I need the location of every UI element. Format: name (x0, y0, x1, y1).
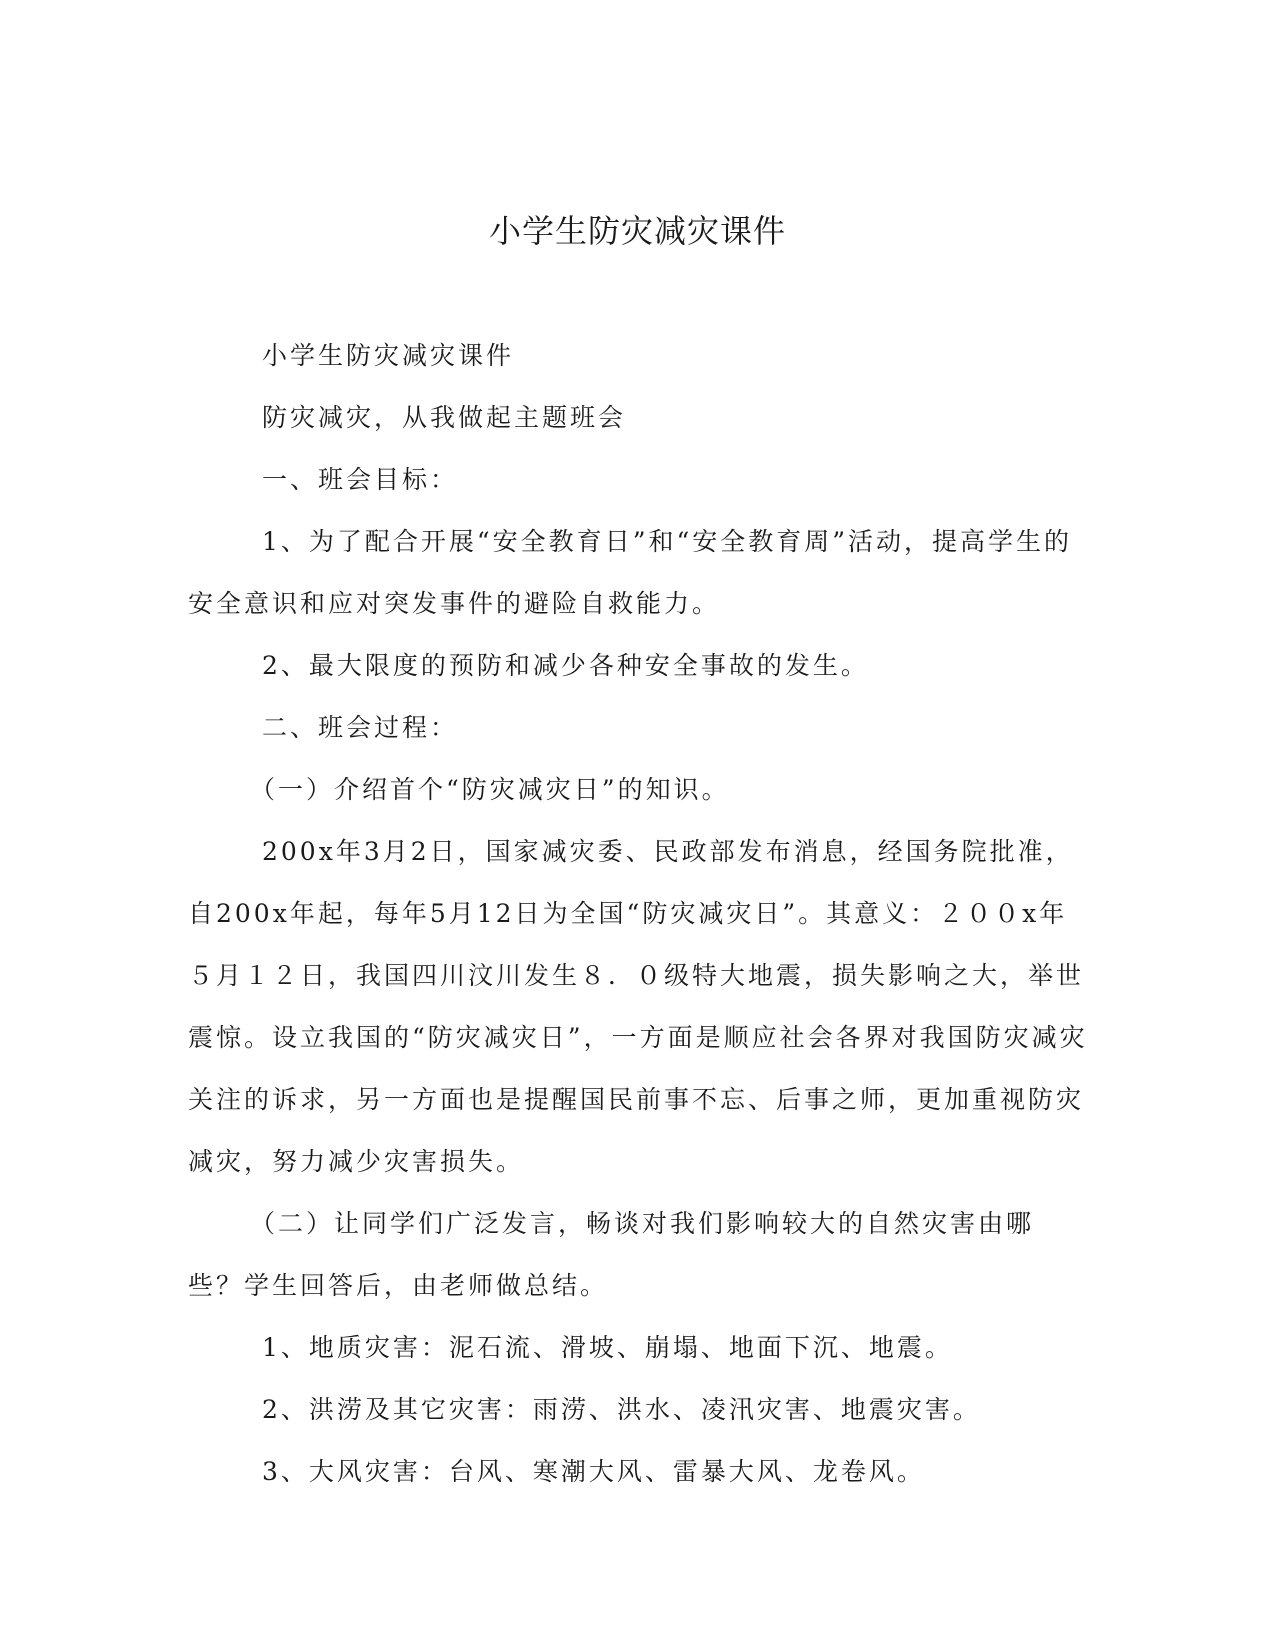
paragraph-disaster-day: 200x年3月2日，国家减灾委、民政部发布消息，经国务院批准，自200x年起，每年5月12日为全国“防灾减灾日”。其意义：２００x年５月１２日，我国四川汶川发生８．０级特大地震，损失影响之大，举世震惊。设立我国的“防灾减灾日”，一方面是顺应社会各界对我国防灾减灾关注的诉求，另一方面也是提醒国民前事不忘、后事之师，更加重视防灾减灾，努力减少灾害损失。 (188, 837, 1088, 1176)
paragraph-subtitle: 小学生防灾减灾课件 (262, 341, 515, 370)
document-body (188, 325, 1088, 1503)
paragraph-flood: 2、洪涝及其它灾害：雨涝、洪水、凌汛灾害、地震灾害。 (262, 1395, 981, 1424)
document-title: 小学生防灾减灾课件 (488, 212, 786, 250)
paragraph-goal-2: 2、最大限度的预防和减少各种安全事故的发生。 (262, 651, 869, 680)
paragraph-theme: 防灾减灾，从我做起主题班会 (262, 403, 627, 432)
paragraph-process-2: （二）让同学们广泛发言，畅谈对我们影响较大的自然灾害由哪些？学生回答后，由老师做总结。 (188, 1209, 1035, 1300)
paragraph-heading-goals: 一、班会目标： (262, 465, 459, 494)
paragraph-geological: 1、地质灾害：泥石流、滑坡、崩塌、地面下沉、地震。 (262, 1333, 953, 1362)
paragraph-goal-1: 1、为了配合开展“安全教育日”和“安全教育周”活动，提高学生的安全意识和应对突发事件的避险自救能力。 (188, 527, 1073, 618)
paragraph-heading-process: 二、班会过程： (262, 713, 459, 742)
paragraph-wind: 3、大风灾害：台风、寒潮大风、雷暴大风、龙卷风。 (262, 1457, 925, 1486)
paragraph-process-1: （一）介绍首个“防灾减灾日”的知识。 (250, 775, 730, 804)
